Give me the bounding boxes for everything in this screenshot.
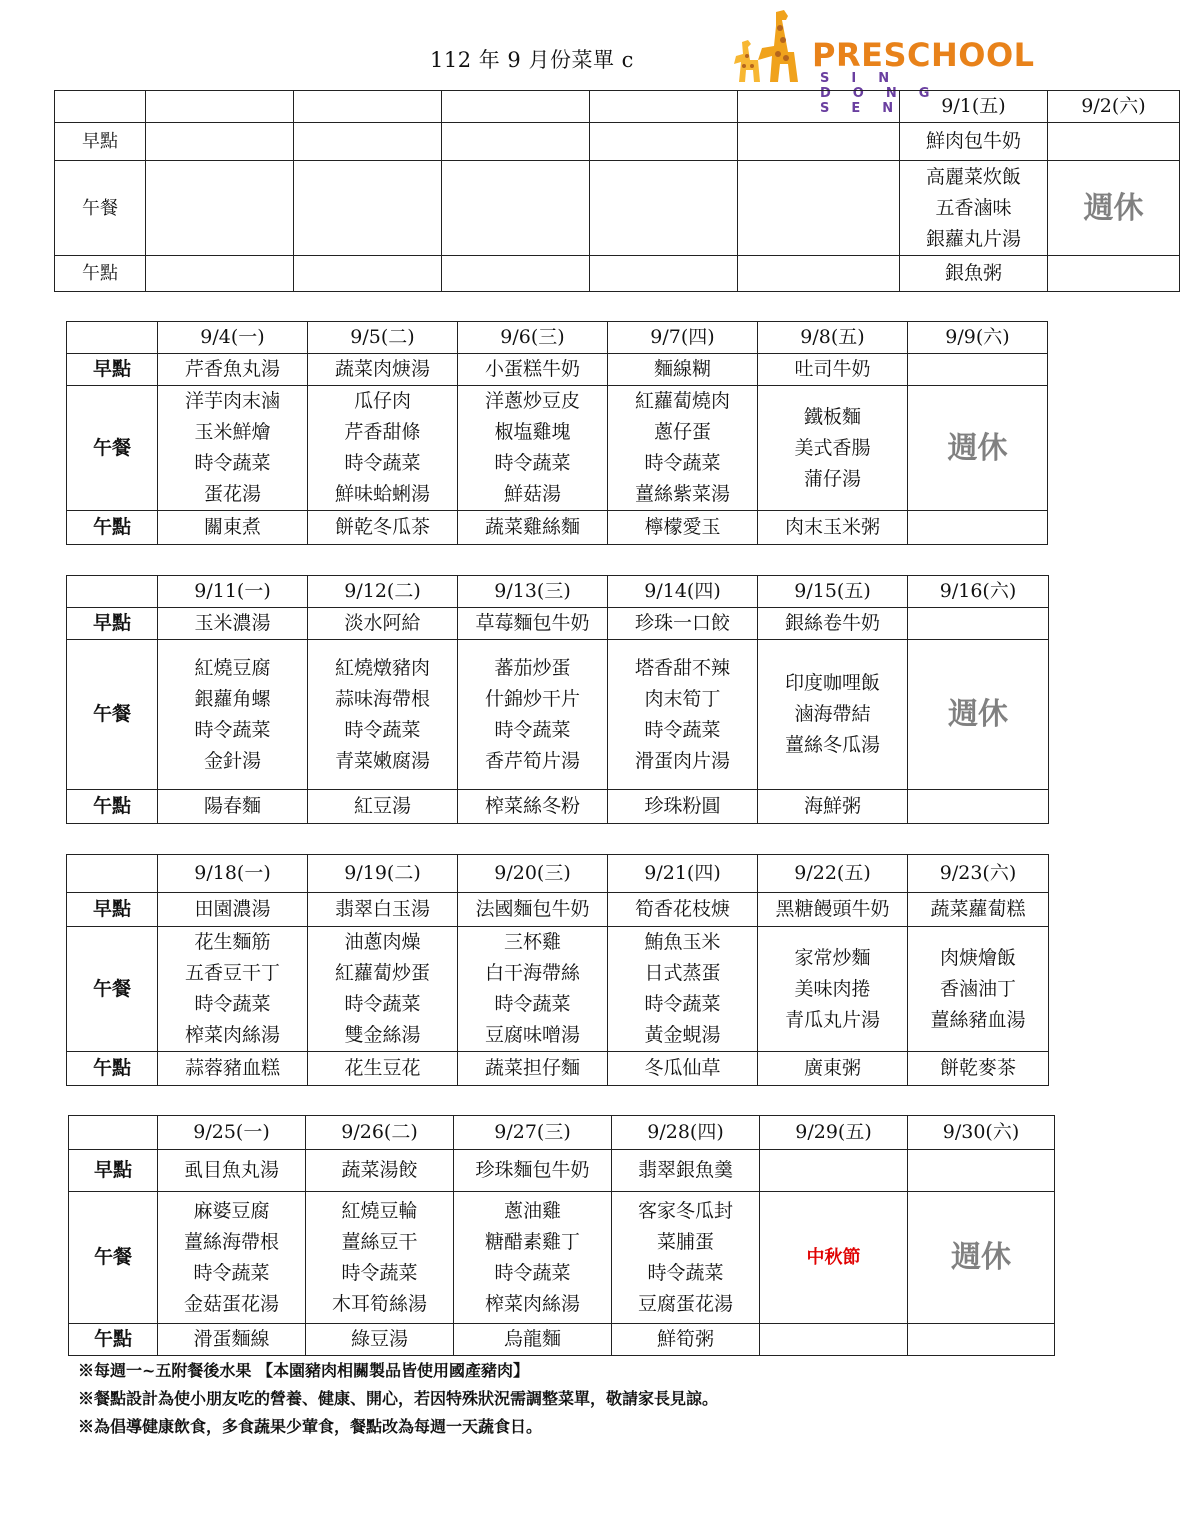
dish-item: 金針湯 bbox=[203, 749, 261, 772]
row-label: 早點 bbox=[67, 893, 158, 927]
breakfast-cell bbox=[760, 1150, 908, 1192]
empty-cell bbox=[146, 91, 294, 123]
logo-sub-text: SIN DONG SEN bbox=[820, 71, 952, 116]
date-header: 9/7(四) bbox=[608, 322, 758, 354]
snack-row bbox=[55, 256, 1180, 292]
dish-item: 時令蔬菜 bbox=[494, 452, 571, 474]
dish-item: 豆腐味噌湯 bbox=[484, 1024, 580, 1046]
dates-row bbox=[67, 855, 1049, 893]
lunch-cell bbox=[908, 927, 1049, 1052]
snack-cell: 檸檬愛玉 bbox=[608, 511, 758, 545]
lunch-cell bbox=[458, 386, 608, 511]
dish-item: 肉焿燴飯 bbox=[939, 946, 1016, 969]
dish-item: 肉末筍丁 bbox=[644, 687, 721, 710]
snack-cell: 綠豆湯 bbox=[306, 1324, 454, 1356]
breakfast-cell bbox=[590, 123, 738, 161]
row-label: 早點 bbox=[67, 354, 158, 386]
note-line: ※每週一~五附餐後水果 【本園豬肉相關製品皆使用國產豬肉】 bbox=[78, 1361, 529, 1380]
corner-cell bbox=[69, 1116, 158, 1150]
lunch-cell bbox=[442, 161, 590, 256]
dish-item: 時令蔬菜 bbox=[644, 452, 721, 474]
snack-cell: 關東煮 bbox=[158, 511, 308, 545]
lunch-cell bbox=[608, 927, 758, 1052]
row-label: 午點 bbox=[67, 1052, 158, 1086]
lunch-cell bbox=[308, 927, 458, 1052]
dish-item: 紅燒豆腐 bbox=[194, 656, 271, 679]
dish-item: 時令蔬菜 bbox=[494, 1261, 571, 1284]
empty-cell bbox=[146, 256, 294, 292]
snack-row bbox=[67, 1052, 1049, 1086]
date-header: 9/26(二) bbox=[306, 1116, 454, 1150]
row-label: 午餐 bbox=[67, 927, 158, 1052]
dish-item: 時令蔬菜 bbox=[344, 993, 421, 1015]
dish-item: 時令蔬菜 bbox=[494, 718, 571, 741]
dish-item: 客家冬瓜封 bbox=[637, 1199, 733, 1222]
lunch-cell bbox=[458, 927, 608, 1052]
snack-row bbox=[67, 511, 1048, 545]
date-header: 9/2(六) bbox=[1048, 91, 1180, 123]
dish-item: 印度咖哩飯 bbox=[784, 672, 880, 694]
lunch-cell bbox=[590, 161, 738, 256]
breakfast-cell: 芹香魚丸湯 bbox=[158, 354, 308, 386]
weekly-holiday-label: 週休 bbox=[947, 430, 1008, 466]
date-header: 9/25(一) bbox=[158, 1116, 306, 1150]
dish-item: 三杯雞 bbox=[503, 931, 561, 953]
snack-cell: 陽春麵 bbox=[158, 790, 308, 824]
date-header bbox=[294, 91, 442, 123]
breakfast-cell: 筍香花枝焿 bbox=[608, 893, 758, 927]
row-label: 午點 bbox=[67, 790, 158, 824]
date-header: 9/21(四) bbox=[608, 855, 758, 893]
dish-item: 時令蔬菜 bbox=[644, 993, 721, 1015]
snack-cell bbox=[294, 256, 442, 292]
lunch-cell bbox=[294, 161, 442, 256]
breakfast-cell bbox=[294, 123, 442, 161]
corner-cell bbox=[67, 322, 158, 354]
lunch-cell bbox=[760, 1192, 908, 1324]
lunch-cell bbox=[908, 386, 1048, 511]
dish-item: 時令蔬菜 bbox=[194, 993, 271, 1015]
lunch-cell bbox=[608, 386, 758, 511]
lunch-cell bbox=[308, 640, 458, 790]
dish-item: 油蔥肉燥 bbox=[344, 931, 421, 953]
breakfast-cell: 虱目魚丸湯 bbox=[158, 1150, 306, 1192]
snack-cell bbox=[908, 790, 1049, 824]
page-title: 112 年 9 月份菜單 c bbox=[430, 48, 634, 72]
snack-cell: 蒜蓉豬血糕 bbox=[158, 1052, 308, 1086]
dish-item: 鮮味蛤蜊湯 bbox=[334, 483, 430, 505]
snack-cell: 烏龍麵 bbox=[454, 1324, 612, 1356]
dish-item: 白干海帶絲 bbox=[484, 962, 580, 984]
lunch-cell bbox=[306, 1192, 454, 1324]
dish-item: 時令蔬菜 bbox=[344, 452, 421, 474]
breakfast-cell: 玉米濃湯 bbox=[158, 608, 308, 640]
breakfast-cell: 蔬菜肉焿湯 bbox=[308, 354, 458, 386]
date-header: 9/16(六) bbox=[908, 576, 1049, 608]
breakfast-row bbox=[67, 893, 1049, 927]
dish-item: 鮮菇湯 bbox=[503, 483, 561, 505]
date-header: 9/4(一) bbox=[158, 322, 308, 354]
row-label: 早點 bbox=[67, 608, 158, 640]
row-label: 早點 bbox=[69, 1150, 158, 1192]
date-header: 9/23(六) bbox=[908, 855, 1049, 893]
dates-row bbox=[67, 322, 1048, 354]
dish-item: 蔥仔蛋 bbox=[653, 421, 711, 443]
dish-item: 榨菜肉絲湯 bbox=[484, 1292, 580, 1315]
empty-cell bbox=[146, 123, 294, 161]
lunch-cell bbox=[758, 640, 908, 790]
date-header: 9/20(三) bbox=[458, 855, 608, 893]
lunch-cell bbox=[608, 640, 758, 790]
lunch-cell bbox=[158, 640, 308, 790]
lunch-cell bbox=[308, 386, 458, 511]
breakfast-cell: 珍珠麵包牛奶 bbox=[454, 1150, 612, 1192]
dish-item: 青菜嫩腐湯 bbox=[334, 749, 430, 772]
snack-cell: 榨菜絲冬粉 bbox=[458, 790, 608, 824]
snack-cell: 餅乾麥茶 bbox=[908, 1052, 1049, 1086]
snack-cell bbox=[590, 256, 738, 292]
dish-item: 紅蘿蔔炒蛋 bbox=[334, 962, 430, 984]
dish-item: 蒜味海帶根 bbox=[334, 687, 430, 710]
lunch-row bbox=[55, 161, 1180, 256]
breakfast-cell bbox=[908, 1150, 1055, 1192]
note-line: ※餐點設計為使小朋友吃的營養、健康、開心，若因特殊狀況需調整菜單，敬請家長見諒。 bbox=[78, 1389, 719, 1408]
snack-cell bbox=[908, 511, 1048, 545]
dish-item: 香滷油丁 bbox=[939, 977, 1016, 1000]
date-header: 9/12(二) bbox=[308, 576, 458, 608]
festival-label: 中秋節 bbox=[806, 1247, 861, 1268]
dish-item: 紅燒豆輪 bbox=[341, 1199, 418, 1222]
dish-item: 木耳筍絲湯 bbox=[331, 1292, 427, 1315]
dish-item: 薑絲海帶根 bbox=[183, 1230, 279, 1253]
dish-item: 紅燒燉豬肉 bbox=[334, 656, 430, 679]
breakfast-cell bbox=[738, 123, 900, 161]
dish-item: 銀蘿角螺 bbox=[194, 687, 271, 710]
row-label: 午點 bbox=[55, 256, 146, 292]
row-label: 午點 bbox=[67, 511, 158, 545]
breakfast-cell: 翡翠白玉湯 bbox=[308, 893, 458, 927]
dish-item: 榨菜肉絲湯 bbox=[184, 1024, 280, 1046]
breakfast-cell: 黑糖饅頭牛奶 bbox=[758, 893, 908, 927]
menu-week-table bbox=[66, 321, 1048, 545]
date-header: 9/5(二) bbox=[308, 322, 458, 354]
breakfast-row bbox=[67, 354, 1048, 386]
snack-cell bbox=[760, 1324, 908, 1356]
dish-item: 青瓜丸片湯 bbox=[784, 1008, 880, 1031]
dish-item: 蒲仔湯 bbox=[803, 467, 861, 490]
breakfast-cell: 小蛋糕牛奶 bbox=[458, 354, 608, 386]
breakfast-cell: 吐司牛奶 bbox=[758, 354, 908, 386]
breakfast-cell: 草莓麵包牛奶 bbox=[458, 608, 608, 640]
snack-row bbox=[69, 1324, 1055, 1356]
date-header: 9/6(三) bbox=[458, 322, 608, 354]
breakfast-cell: 淡水阿給 bbox=[308, 608, 458, 640]
dish-item: 菜脯蛋 bbox=[656, 1230, 714, 1253]
snack-cell: 花生豆花 bbox=[308, 1052, 458, 1086]
dates-row bbox=[55, 91, 1180, 123]
breakfast-cell: 鮮肉包牛奶 bbox=[900, 123, 1048, 161]
lunch-cell bbox=[454, 1192, 612, 1324]
logo-main-text: PRESCHOOL bbox=[812, 36, 1035, 74]
breakfast-cell: 麵線糊 bbox=[608, 354, 758, 386]
dish-item: 洋芋肉末滷 bbox=[184, 390, 280, 412]
lunch-cell bbox=[908, 640, 1049, 790]
dish-item: 洋蔥炒豆皮 bbox=[484, 390, 580, 412]
snack-cell bbox=[738, 256, 900, 292]
date-header: 9/30(六) bbox=[908, 1116, 1055, 1150]
corner-cell bbox=[55, 91, 146, 123]
row-label: 午餐 bbox=[69, 1192, 158, 1324]
lunch-cell bbox=[900, 161, 1048, 256]
dish-item: 五香豆干丁 bbox=[184, 962, 280, 984]
lunch-cell bbox=[158, 1192, 306, 1324]
dates-row bbox=[67, 576, 1049, 608]
date-header: 9/1(五) bbox=[900, 91, 1048, 123]
dish-item: 芹香甜條 bbox=[344, 421, 421, 443]
snack-cell bbox=[442, 256, 590, 292]
lunch-cell bbox=[1048, 161, 1180, 256]
dish-item: 美味肉捲 bbox=[794, 977, 871, 1000]
dish-item: 日式蒸蛋 bbox=[644, 962, 721, 984]
snack-cell: 海鮮粥 bbox=[758, 790, 908, 824]
dish-item: 時令蔬菜 bbox=[193, 1261, 270, 1284]
breakfast-row bbox=[55, 123, 1180, 161]
row-label: 午餐 bbox=[67, 386, 158, 511]
lunch-cell bbox=[158, 386, 308, 511]
lunch-row bbox=[67, 927, 1049, 1052]
dish-item: 滑蛋肉片湯 bbox=[634, 749, 730, 772]
dish-item: 糖醋素雞丁 bbox=[484, 1230, 580, 1253]
lunch-cell bbox=[612, 1192, 760, 1324]
row-label: 午餐 bbox=[55, 161, 146, 256]
note-line: ※為倡導健康飲食，多食蔬果少葷食，餐點改為每週一天蔬食日。 bbox=[78, 1417, 543, 1436]
date-header: 9/14(四) bbox=[608, 576, 758, 608]
menu-week-table bbox=[66, 575, 1049, 824]
date-header: 9/22(五) bbox=[758, 855, 908, 893]
weekly-holiday-label: 週休 bbox=[951, 1240, 1011, 1275]
snack-cell: 紅豆湯 bbox=[308, 790, 458, 824]
lunch-cell bbox=[458, 640, 608, 790]
dish-item: 什錦炒干片 bbox=[484, 687, 580, 710]
lunch-cell bbox=[908, 1192, 1055, 1324]
snack-row bbox=[67, 790, 1049, 824]
snack-cell bbox=[908, 1324, 1055, 1356]
lunch-row bbox=[67, 640, 1049, 790]
snack-cell: 蔬菜担仔麵 bbox=[458, 1052, 608, 1086]
date-header: 9/29(五) bbox=[760, 1116, 908, 1150]
dish-item: 香芹筍片湯 bbox=[484, 749, 580, 772]
snack-cell: 肉末玉米粥 bbox=[758, 511, 908, 545]
dish-item: 薑絲冬瓜湯 bbox=[784, 734, 880, 756]
row-label: 午餐 bbox=[67, 640, 158, 790]
dish-item: 豆腐蛋花湯 bbox=[637, 1292, 733, 1315]
dish-item: 五香滷味 bbox=[935, 196, 1012, 219]
lunch-cell bbox=[738, 161, 900, 256]
date-header: 9/11(一) bbox=[158, 576, 308, 608]
dish-item: 蛋花湯 bbox=[203, 483, 261, 505]
snack-cell: 冬瓜仙草 bbox=[608, 1052, 758, 1086]
dish-item: 瓜仔肉 bbox=[353, 390, 411, 412]
snack-cell: 珍珠粉圓 bbox=[608, 790, 758, 824]
dish-item: 家常炒麵 bbox=[794, 946, 871, 969]
dish-item: 銀蘿丸片湯 bbox=[925, 227, 1021, 250]
dish-item: 鐵板麵 bbox=[803, 405, 861, 428]
dish-item: 高麗菜炊飯 bbox=[925, 165, 1021, 188]
dish-item: 時令蔬菜 bbox=[647, 1261, 724, 1284]
lunch-cell bbox=[758, 386, 908, 511]
dish-item: 時令蔬菜 bbox=[644, 718, 721, 741]
corner-cell bbox=[67, 576, 158, 608]
notes bbox=[78, 1357, 718, 1441]
breakfast-cell: 法國麵包牛奶 bbox=[458, 893, 608, 927]
breakfast-cell: 銀絲卷牛奶 bbox=[758, 608, 908, 640]
dish-item: 麻婆豆腐 bbox=[193, 1199, 270, 1222]
dish-item: 時令蔬菜 bbox=[494, 993, 571, 1015]
dish-item: 時令蔬菜 bbox=[194, 718, 271, 741]
breakfast-cell: 蔬菜蘿蔔糕 bbox=[908, 893, 1049, 927]
dish-item: 薑絲紫菜湯 bbox=[634, 483, 730, 505]
snack-cell: 廣東粥 bbox=[758, 1052, 908, 1086]
date-header: 9/19(二) bbox=[308, 855, 458, 893]
menu-week-table bbox=[54, 90, 1180, 292]
breakfast-cell bbox=[1048, 123, 1180, 161]
date-header: 9/27(三) bbox=[454, 1116, 612, 1150]
lunch-row bbox=[67, 386, 1048, 511]
dish-item: 時令蔬菜 bbox=[194, 452, 271, 474]
dish-item: 椒塩雞塊 bbox=[494, 421, 571, 443]
snack-cell: 銀魚粥 bbox=[900, 256, 1048, 292]
breakfast-row bbox=[67, 608, 1049, 640]
breakfast-cell: 珍珠一口餃 bbox=[608, 608, 758, 640]
date-header: 9/8(五) bbox=[758, 322, 908, 354]
lunch-cell bbox=[758, 927, 908, 1052]
dish-item: 塔香甜不辣 bbox=[634, 656, 730, 679]
menu-week-table bbox=[68, 1115, 1055, 1356]
dish-item: 美式香腸 bbox=[794, 436, 871, 459]
breakfast-row bbox=[69, 1150, 1055, 1192]
date-header: 9/9(六) bbox=[908, 322, 1048, 354]
dish-item: 滷海帶結 bbox=[794, 703, 871, 725]
snack-cell: 餅乾冬瓜茶 bbox=[308, 511, 458, 545]
dish-item: 雙金絲湯 bbox=[344, 1024, 421, 1046]
snack-cell: 滑蛋麵線 bbox=[158, 1324, 306, 1356]
row-label: 午點 bbox=[69, 1324, 158, 1356]
snack-cell: 蔬菜雞絲麵 bbox=[458, 511, 608, 545]
snack-cell: 鮮筍粥 bbox=[612, 1324, 760, 1356]
dish-item: 薑絲豆干 bbox=[341, 1230, 418, 1253]
dish-item: 薑絲豬血湯 bbox=[930, 1008, 1026, 1031]
lunch-row bbox=[69, 1192, 1055, 1324]
dish-item: 花生麵筋 bbox=[194, 931, 271, 953]
date-header bbox=[590, 91, 738, 123]
breakfast-cell bbox=[442, 123, 590, 161]
dates-row bbox=[69, 1116, 1055, 1150]
giraffe-logo-icon bbox=[728, 6, 814, 86]
date-header: 9/28(四) bbox=[612, 1116, 760, 1150]
weekly-holiday-label: 週休 bbox=[1083, 190, 1144, 226]
date-header: 9/18(一) bbox=[158, 855, 308, 893]
dish-item: 鮪魚玉米 bbox=[644, 931, 721, 953]
snack-cell bbox=[1048, 256, 1180, 292]
corner-cell bbox=[67, 855, 158, 893]
breakfast-cell: 翡翠銀魚羹 bbox=[612, 1150, 760, 1192]
dish-item: 蔥油雞 bbox=[503, 1199, 561, 1222]
lunch-cell bbox=[158, 927, 308, 1052]
breakfast-cell bbox=[908, 354, 1048, 386]
breakfast-cell bbox=[908, 608, 1049, 640]
date-header bbox=[738, 91, 900, 123]
dish-item: 玉米鮮燴 bbox=[194, 421, 271, 443]
dish-item: 時令蔬菜 bbox=[341, 1261, 418, 1284]
date-header bbox=[442, 91, 590, 123]
dish-item: 黃金蜆湯 bbox=[644, 1024, 721, 1046]
row-label: 早點 bbox=[55, 123, 146, 161]
dish-item: 金菇蛋花湯 bbox=[183, 1292, 279, 1315]
date-header: 9/15(五) bbox=[758, 576, 908, 608]
weekly-holiday-label: 週休 bbox=[948, 697, 1008, 732]
dish-item: 時令蔬菜 bbox=[344, 718, 421, 741]
breakfast-cell: 蔬菜湯餃 bbox=[306, 1150, 454, 1192]
dish-item: 蕃茄炒蛋 bbox=[494, 656, 571, 679]
date-header: 9/13(三) bbox=[458, 576, 608, 608]
menu-week-table bbox=[66, 854, 1049, 1086]
dish-item: 紅蘿蔔燒肉 bbox=[634, 390, 730, 412]
empty-cell bbox=[146, 161, 294, 256]
breakfast-cell: 田園濃湯 bbox=[158, 893, 308, 927]
